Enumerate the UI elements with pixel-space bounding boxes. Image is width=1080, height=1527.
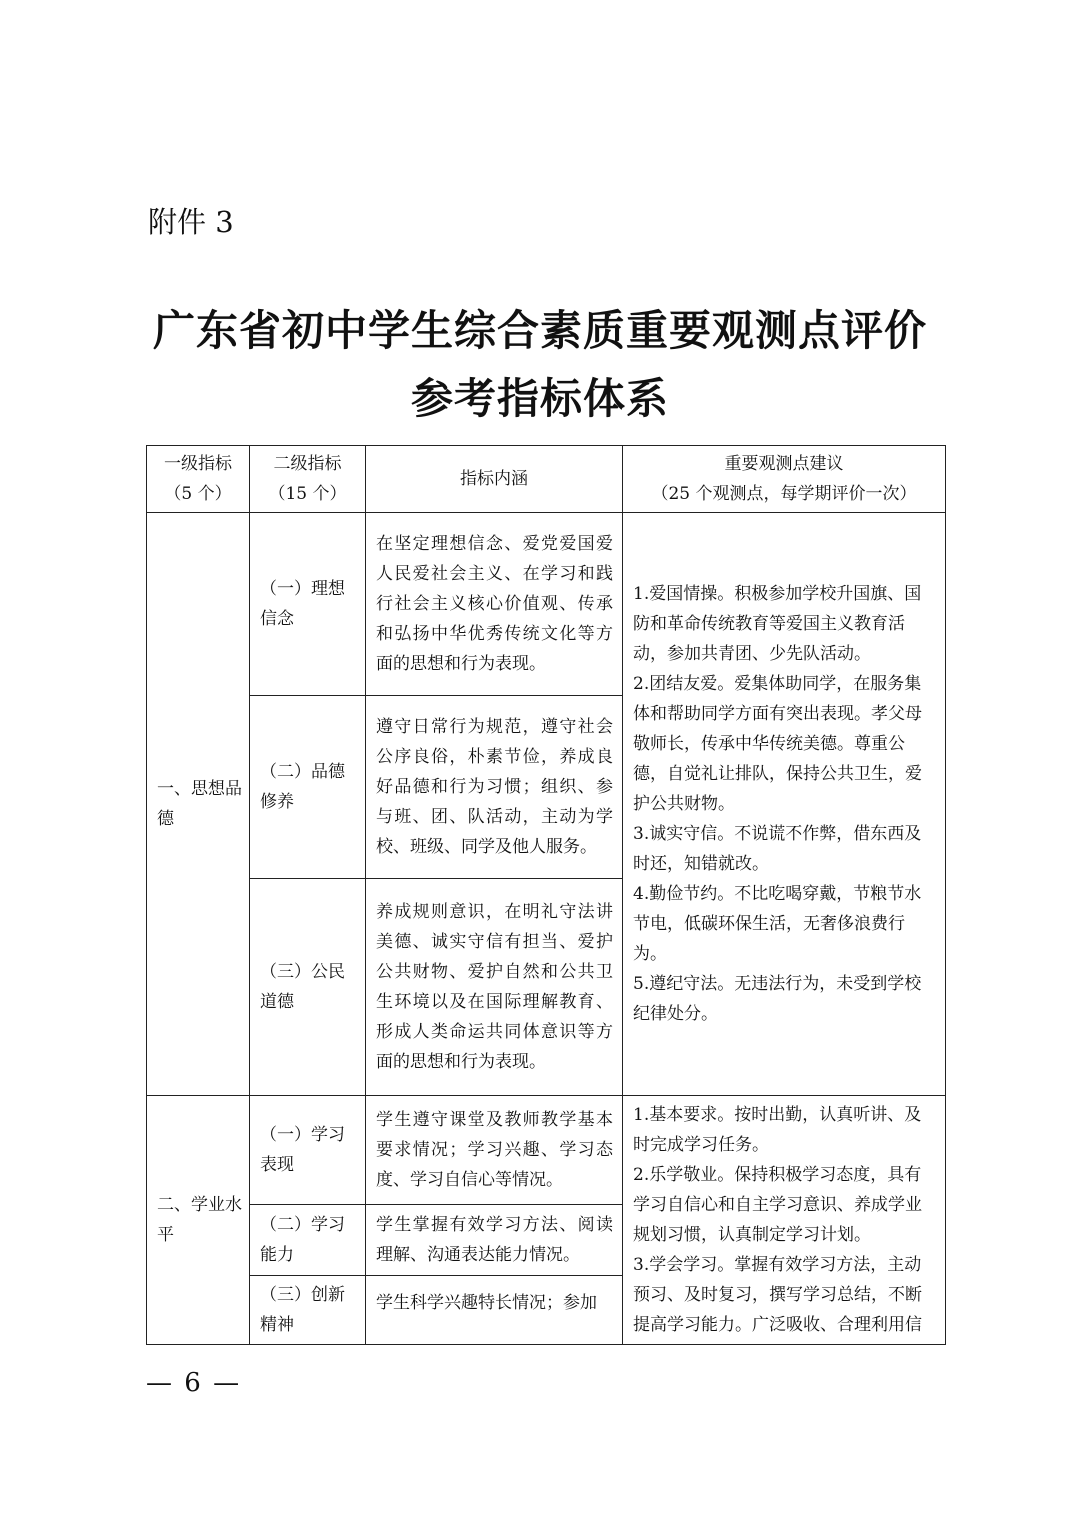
table-header-row — [147, 446, 946, 513]
content-text: 养成规则意识，在明礼守法讲美德、诚实守信有担当、爱护公共财物、爱护自然和公共卫生环境以及在国际理解教育、形成人类命运共同体意识等方面的思想和行为表现。 — [376, 902, 613, 1072]
content-cell — [366, 1276, 623, 1345]
level2-cell — [250, 1096, 366, 1205]
document-title-line-1: 广东省初中学生综合素质重要观测点评价 — [152, 306, 927, 355]
level2-label: （三）创新精神 — [260, 1285, 345, 1335]
content-cell — [366, 1096, 623, 1205]
level2-cell — [250, 1276, 366, 1345]
observation-cell — [623, 513, 946, 1096]
header-observation-text: 重要观测点建议 （25 个观测点，每学期评价一次） — [651, 454, 917, 504]
level1-cell — [147, 1096, 250, 1345]
page-number: — 6 — — [146, 1368, 242, 1398]
observation-text: 1.爱国情操。积极参加学校升国旗、国防和革命传统教育等爱国主义教育活动，参加共青团、少先队活动。 2.团结友爱。爱集体助同学，在服务集体和帮助同学方面有突出表现。孝父母敬师长，传承中华传统美德。尊重公德，自觉礼让排队，保持公共卫生，爱护公共财物。 3.诚实守信。不说谎不作弊，借东西及时还，知错就改。 4.勤俭节约。不比吃喝穿戴，节粮节水节电，低碳环保生活，无奢侈浪费行为。 5.遵纪守法。无违法行为，未受到学校纪律处分。 — [633, 584, 922, 1024]
indicator-table — [146, 445, 946, 1345]
attachment-label: 附件 3 — [148, 205, 234, 239]
header-content-text: 指标内涵 — [460, 469, 528, 489]
table-row — [147, 513, 946, 696]
content-text: 学生科学兴趣特长情况；参加 — [376, 1293, 597, 1313]
level1-cell — [147, 513, 250, 1096]
level2-label: （二）学习能力 — [260, 1215, 345, 1265]
header-content — [366, 446, 623, 513]
level2-cell — [250, 696, 366, 879]
header-observation — [623, 446, 946, 513]
content-text: 在坚定理想信念、爱党爱国爱人民爱社会主义、在学习和践行社会主义核心价值观、传承和弘扬中华优秀传统文化等方面的思想和行为表现。 — [376, 534, 613, 674]
level2-label: （二）品德修养 — [260, 762, 345, 812]
level2-label: （一）学习表现 — [260, 1125, 345, 1175]
level1-label: 二、学业水平 — [157, 1195, 242, 1245]
observation-cell — [623, 1096, 946, 1345]
level2-label: （一）理想信念 — [260, 579, 345, 629]
header-level1-text: 一级指标 （5 个） — [164, 454, 232, 504]
level2-cell — [250, 513, 366, 696]
content-text: 遵守日常行为规范，遵守社会公序良俗，朴素节俭，养成良好品德和行为习惯；组织、参与班、团、队活动，主动为学校、班级、同学及他人服务。 — [376, 717, 613, 857]
level1-label: 一、思想品德 — [157, 779, 242, 829]
header-level2 — [250, 446, 366, 513]
content-text: 学生掌握有效学习方法、阅读理解、沟通表达能力情况。 — [376, 1215, 613, 1265]
content-cell — [366, 1205, 623, 1276]
table-row — [147, 1096, 946, 1205]
header-level2-text: 二级指标 （15 个） — [268, 454, 347, 504]
content-cell — [366, 696, 623, 879]
content-cell — [366, 513, 623, 696]
level2-cell — [250, 879, 366, 1096]
level2-cell — [250, 1205, 366, 1276]
level2-label: （三）公民道德 — [260, 962, 345, 1012]
document-title-line-2: 参考指标体系 — [410, 374, 669, 423]
content-cell — [366, 879, 623, 1096]
header-level1 — [147, 446, 250, 513]
content-text: 学生遵守课堂及教师教学基本要求情况；学习兴趣、学习态度、学习自信心等情况。 — [376, 1110, 613, 1190]
observation-text: 1.基本要求。按时出勤，认真听讲、及时完成学习任务。 2.乐学敬业。保持积极学习态度，具有学习自信心和自主学习意识、养成学业规划习惯，认真制定学习计划。 3.学会学习。掌握有效学习方法，主动预习、及时复习，撰写学习总结，不断提高学习能力。广泛吸收、合理利用信 — [633, 1105, 922, 1335]
